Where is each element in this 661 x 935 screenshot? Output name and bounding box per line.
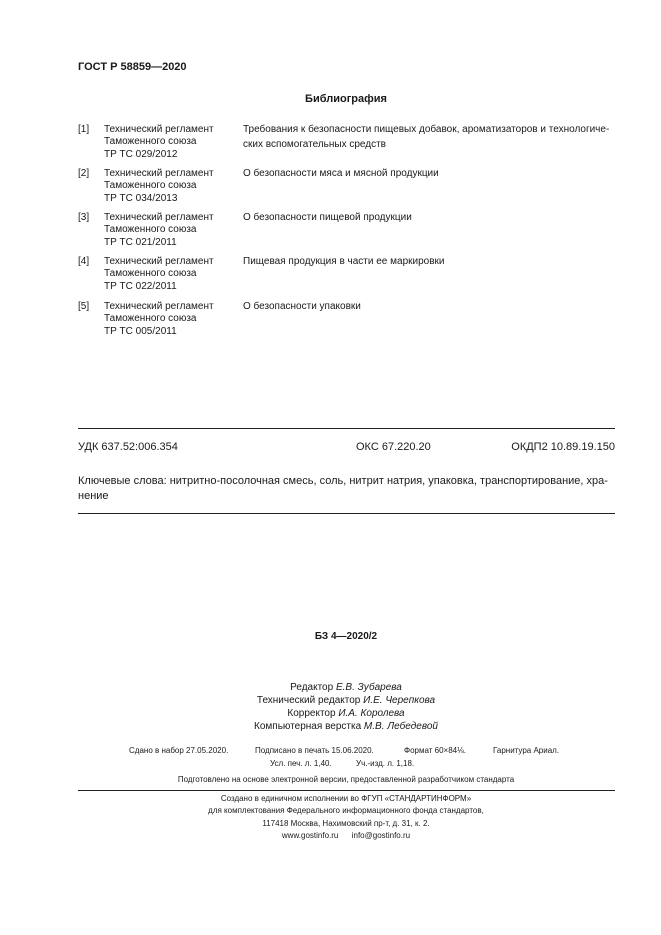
bibliography-description: Требования к безопасности пищевых добавок, ароматизаторов и технологиче- ских вспомогательных средств	[243, 124, 610, 150]
typeface: Гарнитура Ариал.	[493, 746, 560, 755]
bibliography-document: Технический регламент Таможенного союза ТР ТС 034/2013	[104, 168, 214, 204]
bibliography-number: [3]	[78, 212, 90, 223]
bibliography-description: О безопасности пищевой продукции	[243, 212, 412, 223]
credit-tech-editor: Технический редактор И.Е. Черепкова	[256, 695, 436, 706]
credit-editor: Редактор Е.В. Зубарева	[290, 682, 402, 693]
document-code: ГОСТ Р 58859—2020	[78, 61, 187, 73]
udk-code: УДК 637.52:006.354	[78, 441, 178, 453]
edition-sheets: Уч.-изд. л. 1,18.	[356, 759, 415, 768]
publisher-email: info@gostinfo.ru	[351, 831, 411, 840]
publisher-line-2: для комплектования Федерального информационного фонда стандартов,	[208, 806, 484, 815]
okdp-code: ОКДП2 10.89.19.150	[511, 441, 615, 453]
credits	[200, 681, 492, 733]
bibliography-document: Технический регламент Таможенного союза ТР ТС 029/2012	[104, 124, 214, 160]
credit-layout: Компьютерная верстка М.В. Лебедевой	[254, 721, 438, 732]
divider	[78, 790, 615, 791]
bibliography-description: О безопасности мяса и мясной продукции	[243, 168, 439, 179]
paper-format: Формат 60×84⅛.	[404, 746, 467, 755]
bibliography-document: Технический регламент Таможенного союза ТР ТС 022/2011	[104, 256, 214, 292]
typeset-date: Сдано в набор 27.05.2020.	[129, 746, 229, 755]
bibliography-number: [5]	[78, 301, 90, 312]
bz-number: БЗ 4—2020/2	[314, 631, 378, 642]
publisher-contacts	[100, 831, 592, 840]
prepared-note: Подготовлено на основе электронной версии, предоставленной разработчиком стандарта	[177, 775, 515, 784]
bibliography-number: [4]	[78, 256, 90, 267]
publisher-address: 117418 Москва, Нахимовский пр-т, д. 31, к. 2.	[262, 819, 430, 828]
keywords: Ключевые слова: нитритно-посолочная смесь, соль, нитрит натрия, упаковка, транспортирование, хра- нение	[78, 475, 608, 502]
publisher-website: www.gostinfo.ru	[281, 831, 339, 840]
bibliography-description: О безопасности упаковки	[243, 301, 361, 312]
divider	[78, 428, 615, 429]
credit-corrector: Корректор И.А. Королева	[287, 708, 405, 719]
bibliography-number: [2]	[78, 168, 90, 179]
divider	[78, 513, 615, 514]
bibliography-description: Пищевая продукция в части ее маркировки	[243, 256, 445, 267]
oks-code: ОКС 67.220.20	[356, 441, 431, 453]
bibliography-document: Технический регламент Таможенного союза ТР ТС 021/2011	[104, 212, 214, 248]
publisher-line-1: Создано в единичном исполнении во ФГУП «СТАНДАРТИНФОРМ»	[220, 794, 472, 803]
bibliography-document: Технический регламент Таможенного союза ТР ТС 005/2011	[104, 301, 214, 337]
bibliography-title: Библиография	[305, 93, 387, 105]
signed-date: Подписано в печать 15.06.2020.	[255, 746, 374, 755]
bibliography-number: [1]	[78, 124, 90, 135]
print-sheets: Усл. печ. л. 1,40.	[270, 759, 332, 768]
